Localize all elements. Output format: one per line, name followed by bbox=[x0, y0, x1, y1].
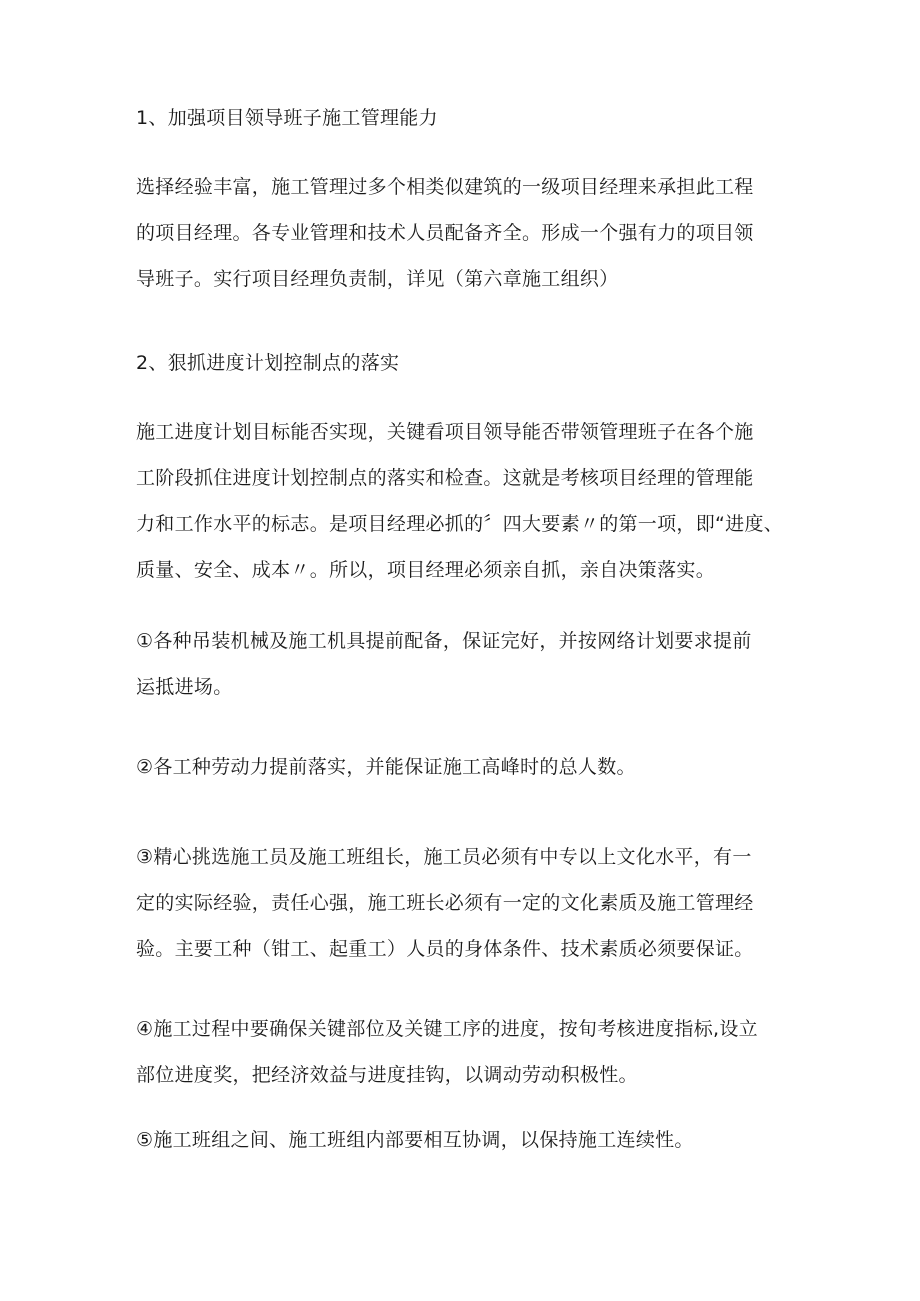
paragraph-line: 验。主要工种（钳工、起重工）人员的身体条件、技术素质必须要保证。 bbox=[136, 938, 754, 960]
list-item-1 bbox=[136, 618, 788, 710]
paragraph-line: 质量、安全、成本〃。所以，项目经理必须亲自抓，亲自决策落实。 bbox=[136, 559, 716, 581]
list-item-2 bbox=[136, 744, 788, 790]
paragraph-line: 定的实际经验，责任心强，施工班长必须有一定的文化素质及施工管理经 bbox=[136, 892, 754, 914]
section-heading-1 bbox=[136, 95, 788, 141]
paragraph-project-leadership bbox=[136, 164, 788, 302]
heading-line: 1、加强项目领导班子施工管理能力 bbox=[136, 107, 438, 129]
paragraph-schedule-control bbox=[136, 409, 788, 593]
paragraph-line: ⑤施工班组之间、施工班组内部要相互协调，以保持施工连续性。 bbox=[136, 1129, 694, 1151]
paragraph-line: ④施工过程中要确保关键部位及关键工序的进度，按旬考核进度指标,设立 bbox=[136, 1018, 758, 1040]
list-item-4 bbox=[136, 1006, 788, 1098]
paragraph-line: 的项目经理。各专业管理和技术人员配备齐全。形成一个强有力的项目领 bbox=[136, 222, 754, 244]
paragraph-line: 施工进度计划目标能否实现，关键看项目领导能否带领管理班子在各个施 bbox=[136, 421, 754, 443]
paragraph-line: 选择经验丰富，施工管理过多个相类似建筑的一级项目经理来承担此工程 bbox=[136, 176, 754, 198]
paragraph-line: 工阶段抓住进度计划控制点的落实和检查。这就是考核项目经理的管理能 bbox=[136, 467, 754, 489]
paragraph-line: ①各种吊装机械及施工机具提前配备，保证完好，并按网络计划要求提前 bbox=[136, 630, 752, 652]
paragraph-line: 运抵进场。 bbox=[136, 676, 233, 698]
paragraph-line: 部位进度奖，把经济效益与进度挂钩，以调动劳动积极性。 bbox=[136, 1064, 638, 1086]
section-heading-2 bbox=[136, 340, 788, 386]
paragraph-line: 导班子。实行项目经理负责制，详见（第六章施工组织） bbox=[136, 268, 619, 290]
paragraph-line: ②各工种劳动力提前落实，并能保证施工高峰时的总人数。 bbox=[136, 756, 636, 778]
heading-line: 2、狠抓进度计划控制点的落实 bbox=[136, 352, 400, 374]
list-item-5 bbox=[136, 1117, 788, 1163]
list-item-3 bbox=[136, 834, 788, 972]
paragraph-line: ③精心挑选施工员及施工班组长，施工员必须有中专以上文化水平，有一 bbox=[136, 846, 752, 868]
paragraph-line: 力和工作水平的标志。是项目经理必抓的〞四大要素〃的第一项，即“进度、 bbox=[136, 513, 784, 535]
